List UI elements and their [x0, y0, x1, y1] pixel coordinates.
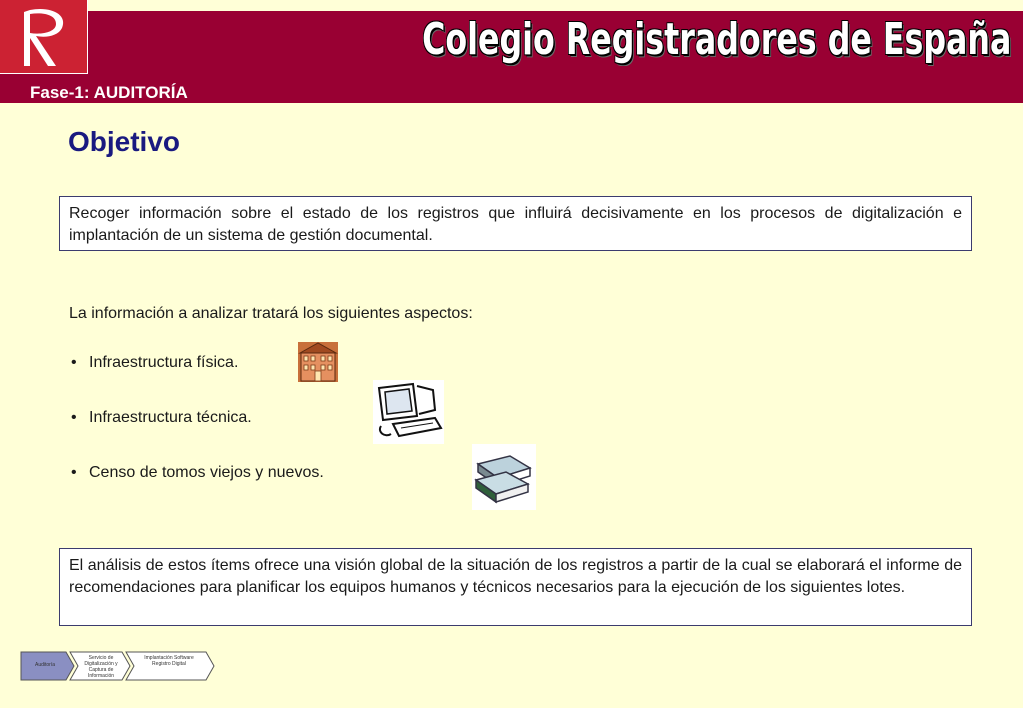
objective-text: Recoger información sobre el estado de los registros que influirá decisivamente en los procesos de digitalización e implantación de un sistema de gestión documental. — [69, 205, 962, 244]
process-steps — [20, 651, 220, 681]
summary-box — [59, 548, 972, 626]
list-item-label: Infraestructura física. — [89, 354, 239, 371]
books-icon — [472, 444, 536, 510]
objective-box — [59, 196, 972, 251]
list-item-label: Censo de tomos viejos y nuevos. — [89, 464, 324, 481]
list-item — [71, 464, 324, 482]
step-auditoria-label[interactable]: Auditoría — [34, 662, 55, 668]
bullet-marker: • — [71, 409, 77, 426]
page-title: Objetivo — [68, 126, 181, 157]
logo — [0, 0, 88, 74]
logo-r-shape — [24, 9, 63, 66]
bullet-marker: • — [71, 354, 77, 371]
list-item — [71, 409, 252, 427]
header — [0, 0, 1023, 103]
organization-title: Colegio Registradores de España — [421, 14, 1011, 65]
building-icon — [297, 341, 339, 383]
logo-r-icon — [0, 0, 88, 74]
step-digitalizacion-label[interactable]: Servicio de Digitalización y Captura de Información — [84, 655, 118, 679]
list-item-label: Infraestructura técnica. — [89, 409, 252, 426]
phase-label: Fase-1: AUDITORÍA — [30, 83, 188, 102]
computer-icon — [373, 380, 444, 444]
intro-text: La información a analizar tratará los siguientes aspectos: — [69, 305, 473, 322]
bullet-marker: • — [71, 464, 77, 481]
summary-text: El análisis de estos ítems ofrece una visión global de la situación de los registros a partir de la cual se elaborará el informe de recomendaciones para planificar los equipos humanos y técnicos necesarios para la ejecución de los siguientes lotes. — [69, 557, 962, 596]
step-implantacion-label[interactable]: Implantación Software Registro Digital — [144, 655, 194, 667]
list-item — [71, 354, 238, 372]
